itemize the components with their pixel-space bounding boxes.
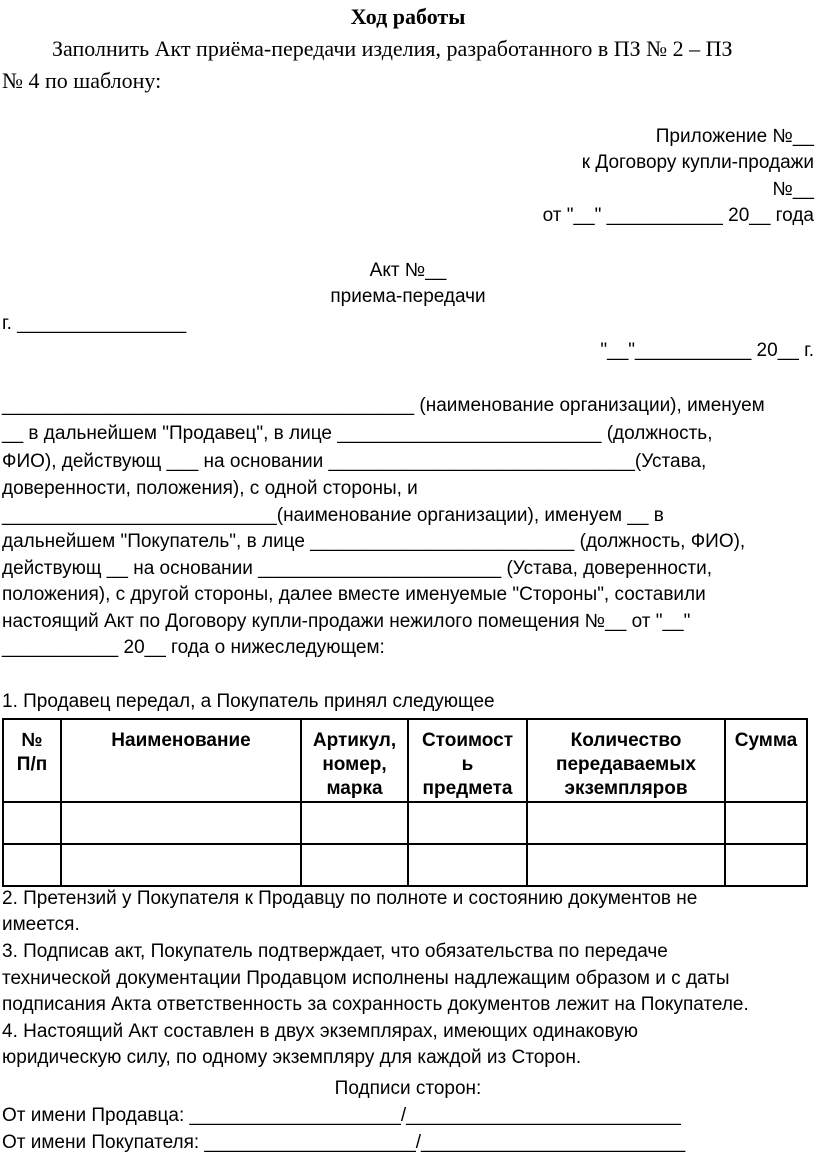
body-line: __ в дальнейшем "Продавец", в лице _________________________ (должность,: [2, 423, 713, 444]
table-cell: [408, 802, 527, 844]
body-line: доверенности, положения), с одной стороны, и: [2, 478, 418, 499]
appendix-number: Приложение №__: [655, 126, 814, 147]
signatures-title: Подписи сторон:: [334, 1078, 482, 1099]
appendix-contract-number: №__: [772, 179, 814, 200]
item-line: подписания Акта ответственность за сохранность документов лежит на Покупателе.: [2, 994, 749, 1015]
body-line: настоящий Акт по Договору купли-продажи нежилого помещения №__ от "__": [2, 611, 691, 632]
table-cell: [301, 844, 408, 886]
col-header-article: Артикул, номер, марка: [301, 719, 408, 802]
act-date: "__"___________ 20__ г.: [600, 340, 814, 361]
act-title: Акт №__: [369, 260, 447, 281]
table-row: [3, 802, 807, 844]
body-line: _______________________________________ (наименование организации), именуем: [2, 395, 765, 416]
appendix-contract: к Договору купли-продажи: [581, 152, 814, 173]
item-line: юридическую силу, по одному экземпляру для каждой из Сторон.: [2, 1047, 582, 1068]
intro-line-1: Заполнить Акт приёма-передачи изделия, разработанного в ПЗ № 2 – ПЗ: [52, 36, 733, 61]
table-cell: [301, 802, 408, 844]
table-cell: [725, 844, 807, 886]
body-line: __________________________(наименование организации), именуем __ в: [2, 505, 664, 526]
appendix-date: от "__" ___________ 20__ года: [542, 205, 814, 226]
act-city: г. ________________: [2, 313, 187, 334]
col-header-price: Стоимост ь предмета: [408, 719, 527, 802]
table-cell: [725, 802, 807, 844]
body-line: ФИО), действующ ___ на основании _____________________________(Устава,: [2, 451, 707, 472]
signature-buyer: От имени Покупателя: ____________________/_________________________: [2, 1132, 686, 1153]
body-line: действующ __ на основании _______________________ (Устава, доверенности,: [2, 558, 713, 579]
table-cell: [527, 844, 725, 886]
item-line: 2. Претензий у Покупателя к Продавцу по полноте и состоянию документов не: [2, 888, 698, 909]
page-heading: Ход работы: [350, 4, 466, 29]
body-line: дальнейшем "Покупатель", в лице _________________________ (должность, ФИО),: [2, 531, 746, 552]
table-header-row: [3, 719, 807, 802]
table-cell: [527, 802, 725, 844]
col-header-number: № П/п: [3, 719, 61, 802]
item-line: технической документации Продавцом исполнены надлежащим образом и с даты: [2, 968, 730, 989]
col-header-quantity: Количество передаваемых экземпляров: [527, 719, 725, 802]
table-cell: [3, 802, 61, 844]
body-line: ___________ 20__ года о нижеследующем:: [2, 637, 385, 658]
item-line: 4. Настоящий Акт составлен в двух экземплярах, имеющих одинаковую: [2, 1021, 639, 1042]
item-1: 1. Продавец передал, а Покупатель принял следующее: [2, 691, 495, 712]
table-cell: [61, 802, 301, 844]
act-subtitle: приема-передачи: [330, 286, 486, 307]
col-header-name: Наименование: [61, 719, 301, 802]
signature-seller: От имени Продавца: ____________________/__________________________: [2, 1105, 681, 1126]
table-row: [3, 844, 807, 886]
body-line: положения), с другой стороны, далее вместе именуемые "Стороны", составили: [2, 584, 706, 605]
items-table: [2, 718, 808, 887]
item-line: имеется.: [2, 914, 80, 935]
item-line: 3. Подписав акт, Покупатель подтверждает, что обязательства по передаче: [2, 941, 668, 962]
table-cell: [408, 844, 527, 886]
col-header-sum: Сумма: [725, 719, 807, 802]
intro-line-2: № 4 по шаблону:: [2, 68, 162, 93]
table-cell: [3, 844, 61, 886]
table-cell: [61, 844, 301, 886]
